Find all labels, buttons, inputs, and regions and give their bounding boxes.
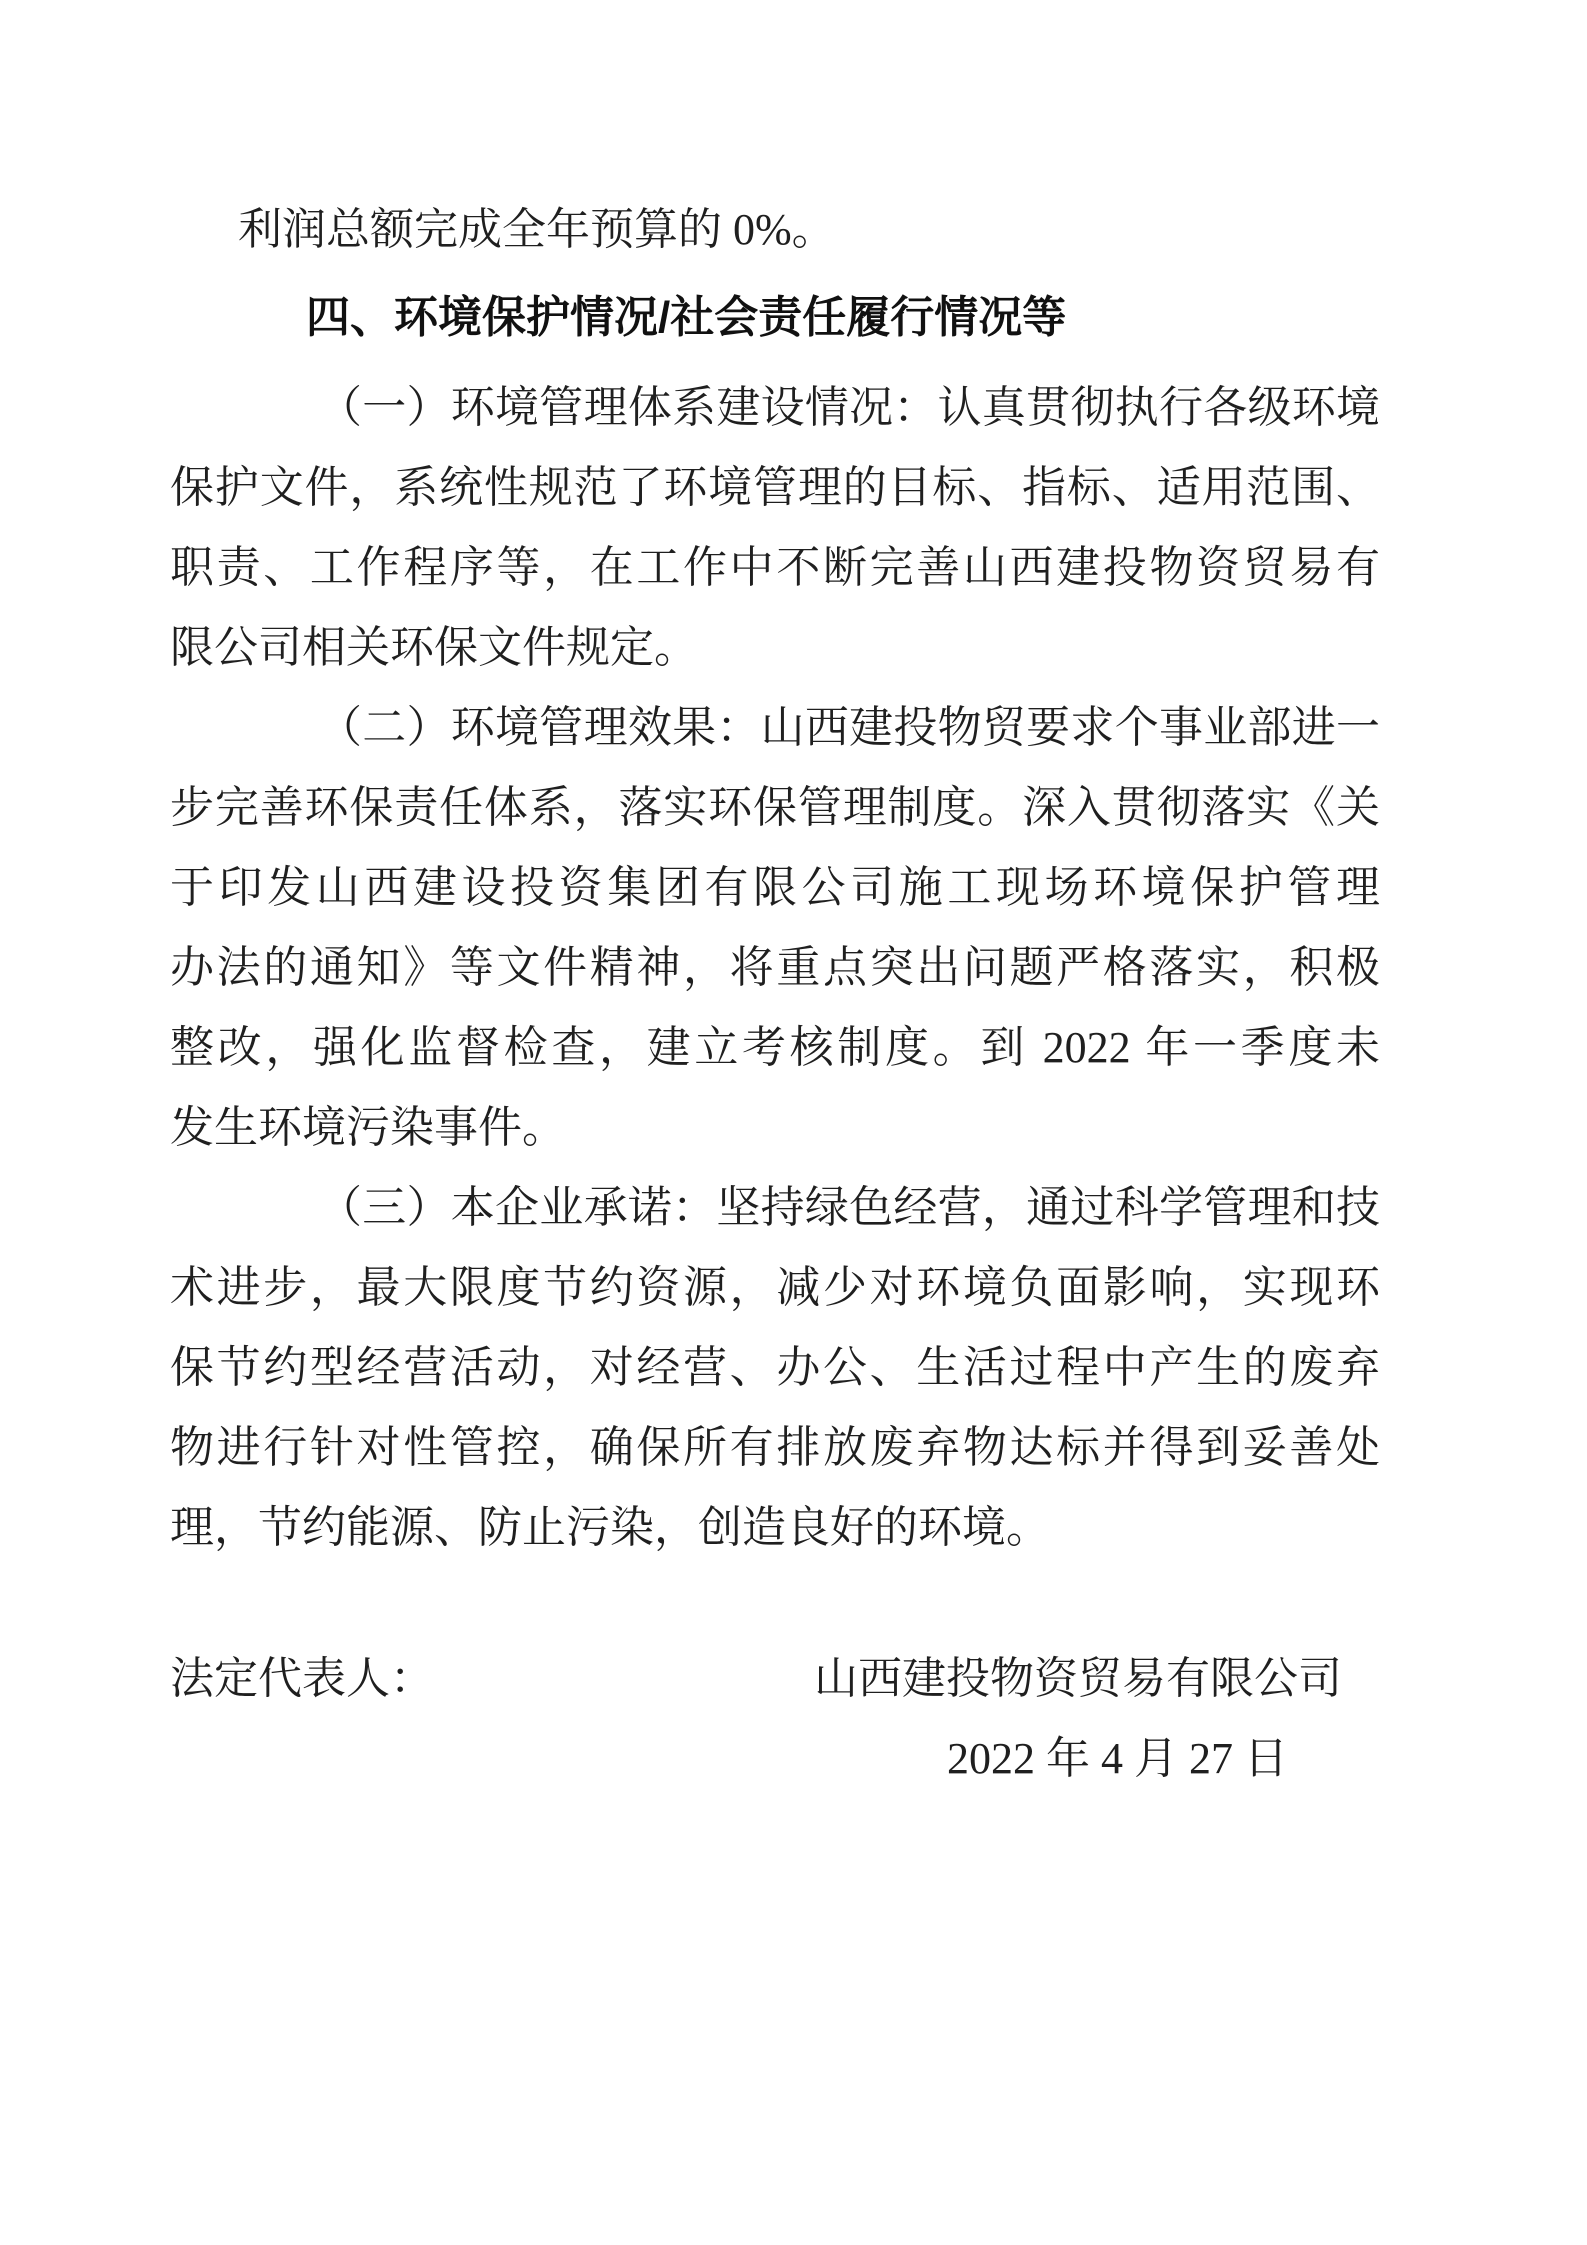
legal-representative-label: 法定代表人： xyxy=(170,1654,434,1703)
intro-tail-line: 利润总额完成全年预算的 0%。 xyxy=(238,205,836,254)
paragraph-env-management-system xyxy=(170,368,1380,688)
text-line: （一）环境管理体系建设情况：认真贯彻执行各级环境 xyxy=(318,383,1380,432)
date-line: 2022 年 4 月 27 日 xyxy=(947,1734,1288,1783)
company-name: 山西建投物资贸易有限公司 xyxy=(814,1654,1342,1703)
text-line: 步完善环保责任体系，落实环保管理制度。深入贯彻落实《关 xyxy=(170,783,1380,832)
paragraph-env-management-effect xyxy=(170,688,1380,1168)
text-line: 办法的通知》等文件精神，将重点突出问题严格落实，积极 xyxy=(170,943,1380,992)
text-line: （三）本企业承诺：坚持绿色经营，通过科学管理和技 xyxy=(318,1183,1380,1232)
text-line: 限公司相关环保文件规定。 xyxy=(170,623,698,672)
text-line: 术进步，最大限度节约资源，减少对环境负面影响，实现环 xyxy=(170,1263,1380,1312)
text-line: 理，节约能源、防止污染，创造良好的环境。 xyxy=(170,1503,1050,1552)
text-line: 于印发山西建设投资集团有限公司施工现场环境保护管理 xyxy=(170,863,1380,912)
text-line: 发生环境污染事件。 xyxy=(170,1103,566,1152)
text-line: 保节约型经营活动，对经营、办公、生活过程中产生的废弃 xyxy=(170,1343,1380,1392)
text-line: 保护文件，系统性规范了环境管理的目标、指标、适用范围、 xyxy=(170,463,1380,512)
text-line: 职责、工作程序等，在工作中不断完善山西建投物资贸易有 xyxy=(170,543,1380,592)
section-heading: 四、环境保护情况/社会责任履行情况等 xyxy=(306,293,1067,342)
signature-row xyxy=(170,1639,1380,1719)
text-line: （二）环境管理效果：山西建投物贸要求个事业部进一 xyxy=(318,703,1380,752)
text-line: 整改，强化监督检查，建立考核制度。到 2022 年一季度未 xyxy=(170,1023,1380,1072)
paragraph-company-commitment xyxy=(170,1168,1380,1568)
text-line: 物进行针对性管控，确保所有排放废弃物达标并得到妥善处 xyxy=(170,1423,1380,1472)
